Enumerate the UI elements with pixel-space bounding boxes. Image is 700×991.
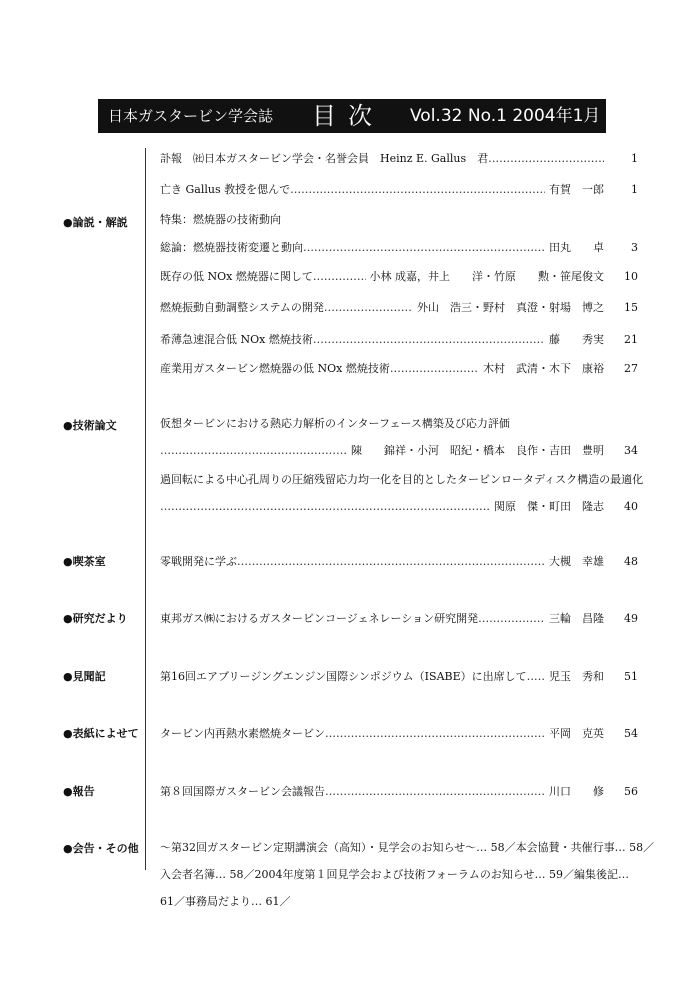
category-technical: ●技術論文 — [63, 419, 117, 432]
entry-title: 第８回国際ガスタービン会議報告 — [160, 785, 325, 798]
entry-title: タービン内再熱水素燃焼タービン — [160, 727, 325, 740]
entry-author: 三輪 昌隆 — [549, 612, 604, 625]
entry-author: 関原 傑・町田 隆志 — [494, 500, 604, 513]
toc-entry[interactable] — [160, 444, 638, 458]
entry-author: 木村 武清・木下 康裕 — [483, 362, 604, 375]
entry-page: 51 — [624, 670, 638, 683]
entry-author: 平岡 克英 — [549, 727, 604, 740]
entry-page: 48 — [624, 555, 638, 568]
title-banner — [98, 99, 606, 133]
entry-page: 40 — [624, 500, 638, 513]
toc-entry[interactable] — [160, 241, 638, 255]
notices-line-3: 61／事務局だより… 61／ — [160, 895, 291, 908]
category-notices: ●会告・その他 — [63, 842, 139, 855]
entry-title: 希薄急速混合低 NOx 燃焼技術 — [160, 333, 313, 346]
toc-entry[interactable] — [160, 612, 638, 626]
category-report: ●見聞記 — [63, 670, 106, 683]
entry-page: 54 — [624, 727, 638, 740]
entry-title: 東邦ガス㈱におけるガスタービンコージェネレーション研究開発 — [160, 612, 479, 625]
entry-author: 大槻 幸雄 — [549, 555, 604, 568]
entry-title: 第16回エアブリージングエンジン国際シンポジウム（ISABE）に出席して — [160, 670, 527, 683]
toc-entry[interactable] — [160, 333, 638, 347]
entry-page: 1 — [631, 152, 638, 165]
entry-page: 10 — [624, 270, 638, 283]
category-review: ●論説・解説 — [63, 216, 128, 229]
entry-page: 56 — [624, 785, 638, 798]
entry-title: 産業用ガスタービン燃焼器の低 NOx 燃焼技術 — [160, 362, 390, 375]
entry-author: 陳 錦祥・小河 昭紀・橋本 良作・吉田 豊明 — [351, 444, 604, 457]
entry-title: 亡き Gallus 教授を偲んで — [160, 183, 291, 196]
entry-page: 49 — [624, 612, 638, 625]
toc-entry[interactable] — [160, 500, 638, 514]
entry-title: 既存の低 NOx 燃焼器に関して — [160, 270, 313, 283]
category-sidebar — [61, 148, 146, 870]
journal-title: 日本ガスタービン学会誌 — [108, 107, 274, 125]
entry-author: 藤 秀実 — [549, 333, 604, 346]
entry-page: 21 — [624, 333, 638, 346]
category-cafe: ●喫茶室 — [63, 555, 106, 568]
entry-author: 小林 成嘉，井上 洋・竹原 勲・笹尾俊文 — [369, 270, 604, 283]
special-heading: 特集：燃焼器の技術動向 — [160, 213, 281, 226]
category-news: ●報告 — [63, 785, 95, 798]
entry-page: 1 — [631, 183, 638, 196]
notices-line-2: 入会者名簿… 58／2004年度第１回見学会および技術フォーラムのお知らせ… 59／編集後記… — [160, 868, 629, 881]
toc-entry[interactable] — [160, 183, 638, 197]
entry-page: 3 — [631, 241, 638, 254]
toc-heading: 目次 — [312, 102, 384, 130]
entry-title: 零戦開発に学ぶ — [160, 555, 237, 568]
entry-page: 15 — [624, 301, 638, 314]
entry-page: 27 — [624, 362, 638, 375]
entry-author: 有賀 一郎 — [549, 183, 604, 196]
entry-author: 川口 修 — [549, 785, 604, 798]
entry-title: 燃焼振動自動調整システムの開発 — [160, 301, 324, 314]
toc-entry[interactable] — [160, 152, 638, 166]
volume-info: Vol.32 No.1 2004年1月 — [410, 106, 601, 126]
tech-title-1[interactable]: 仮想タービンにおける熱応力解析のインターフェース構築及び応力評価 — [160, 417, 510, 430]
tech-title-2[interactable]: 過回転による中心孔周りの圧縮残留応力均一化を目的としたタービンロータディスク構造の最適化 — [160, 473, 644, 486]
toc-entry[interactable] — [160, 785, 638, 799]
category-cover: ●表紙によせて — [63, 727, 139, 740]
toc-entry[interactable] — [160, 555, 638, 569]
entry-title: 訃報 ㈳日本ガスタービン学会・名誉会員 Heinz E. Gallus 君 — [160, 152, 489, 165]
toc-entry[interactable] — [160, 301, 638, 315]
entry-title: 総論：燃焼器技術変遷と動向 — [160, 241, 303, 254]
entry-page: 34 — [624, 444, 638, 457]
toc-entry[interactable] — [160, 362, 638, 376]
entry-author: 児玉 秀和 — [549, 670, 604, 683]
toc-entry[interactable] — [160, 670, 638, 684]
toc-entry[interactable] — [160, 270, 638, 284]
toc-entry[interactable] — [160, 727, 638, 741]
entry-author: 外山 浩三・野村 真澄・射場 博之 — [417, 301, 604, 314]
entry-author: 田丸 卓 — [549, 241, 604, 254]
category-research: ●研究だより — [63, 612, 128, 625]
notices-line-1: ～第32回ガスタービン定期講演会（高知）・見学会のお知らせ～… 58／本会協賛・共催行事… 58／ — [160, 841, 655, 854]
